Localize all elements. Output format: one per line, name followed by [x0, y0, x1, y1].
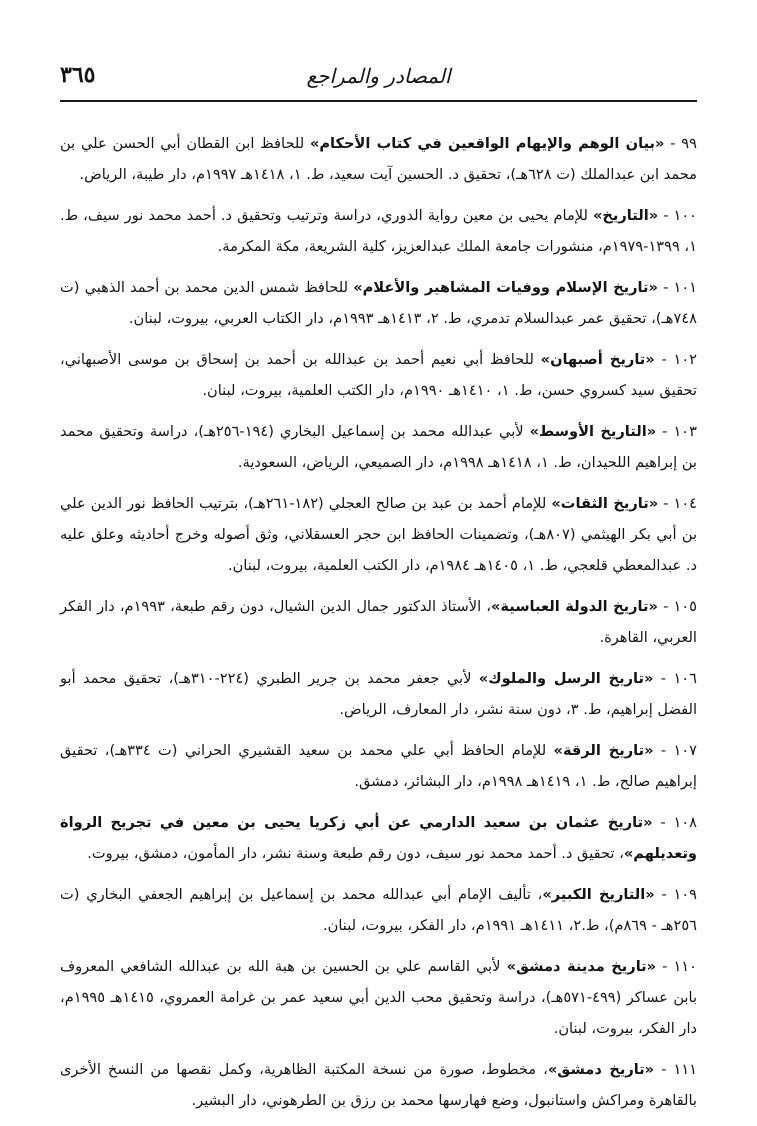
entry-number: ١٠٣	[673, 423, 697, 440]
entry-details: ، الأستاذ الدكتور جمال الدين الشيال، دون رقم طبعة، ١٩٩٣م، دار الفكر العربي، القاهرة.	[60, 598, 697, 646]
entry-details: لأبي القاسم علي بن الحسين بن هبة الله بن عبدالله الشافعي المعروف بابن عساكر (٤٩٩-٥٧١هـ)، دراسة وتحقيق محب الدين أبي سعيد عمر بن غرامة العمروي، ١٤١٥هـ ١٩٩٥م، دار الفكر، بيروت، لبنان.	[60, 958, 698, 1037]
entry-details: ، تأليف الإمام أبي عبدالله محمد بن إسماعيل بن إبراهيم الجعفي البخاري (ت ٢٥٦هـ - ٨٦٩م)، ط.٢، ١٤١١هـ ١٩٩١م، دار الفكر، بيروت، لبنان.	[60, 886, 697, 934]
entry-title: «تاريخ الدولة العباسية»	[490, 598, 658, 615]
running-title: المصادر والمراجع	[306, 64, 451, 88]
entry-title: «تاريخ الإسلام ووفيات المشاهير والأعلام»	[353, 279, 658, 296]
bibliography-entry: ١٠٠ - «التاريخ» للإمام يحيى بن معين رواية الدوري، دراسة وترتيب وتحقيق د. أحمد محمد نور سيف، ط. ١، ١٣٩٩-١٩٧٩م، منشورات جامعة الملك عبدالعزيز، كلية الشريعة، مكة المكرمة.	[60, 207, 698, 255]
entry-details: للإمام أحمد بن عبد بن صالح العجلي (١٨٢-٢٦١هـ)، بترتيب الحافظ نور الدين علي بن أبي بكر الهيثمي (٨٠٧هـ)، وتضمينات الحافظ ابن حجر العسقلاني، وثق أصوله وخرج أحاديثه وعلق عليه د. عبدالمعطي قلعجي، ط. ١، ١٤٠٥هـ ١٩٨٤م، دار الكتب العلمية، بيروت، لبنان.	[60, 495, 698, 574]
entry-details: للإمام الحافظ أبي علي محمد بن سعيد القشيري الحراني (ت ٣٣٤هـ)، تحقيق إبراهيم صالح، ط. ١، ١٤١٩هـ ١٩٩٨م، دار البشائر، دمشق.	[60, 742, 697, 790]
entry-title: «التاريخ الأوسط»	[529, 423, 657, 440]
bibliography-entry: ٩٩ - «بيان الوهم والإيهام الواقعين في كتاب الأحكام» للحافظ ابن القطان أبي الحسن علي بن محمد ابن عبدالملك (ت ٦٢٨هـ)، تحقيق د. الحسين آيت سعيد، ط. ١، ١٤١٨هـ ١٩٩٧م، دار طيبة، الرياض.	[60, 135, 697, 183]
entry-details: ، تحقيق د. أحمد محمد نور سيف، دون رقم طبعة وسنة نشر، دار المأمون، دمشق، بيروت.	[87, 845, 624, 862]
bibliography-entry: ١٠٦ - «تاريخ الرسل والملوك» لأبي جعفر محمد بن جرير الطبري (٢٢٤-٣١٠هـ)، تحقيق محمد أبو الفضل إبراهيم، ط. ٣، دون سنة نشر، دار المعارف، الرياض.	[60, 670, 697, 718]
bibliography-entry: ١١٠ - «تاريخ مدينة دمشق» لأبي القاسم علي بن الحسين بن هبة الله بن عبدالله الشافعي المعروف بابن عساكر (٤٩٩-٥٧١هـ)، دراسة وتحقيق محب الدين أبي سعيد عمر بن غرامة العمروي، ١٤١٥هـ ١٩٩٥م، دار الفكر، بيروت، لبنان.	[60, 958, 698, 1037]
entry-title: «تاريخ الرسل والملوك»	[478, 670, 654, 687]
bibliography-entry: ١٠٧ - «تاريخ الرقة» للإمام الحافظ أبي علي محمد بن سعيد القشيري الحراني (ت ٣٣٤هـ)، تحقيق إبراهيم صالح، ط. ١، ١٤١٩هـ ١٩٩٨م، دار البشائر، دمشق.	[60, 742, 697, 790]
page-header	[60, 58, 697, 104]
entry-number: ١٠٩	[673, 886, 698, 903]
entry-number: ١٠٦	[673, 670, 697, 687]
entry-title: «تاريخ الثقات»	[551, 495, 659, 512]
bibliography-entry: ١٠٨ - «تاريخ عثمان بن سعيد الدارمي عن أبي زكريا يحيى بن معين في تجريح الرواة وتعديلهم»، تحقيق د. أحمد محمد نور سيف، دون رقم طبعة وسنة نشر، دار المأمون، دمشق، بيروت.	[60, 814, 697, 862]
entry-number: ١٠٢	[673, 351, 697, 368]
entry-details: للإمام يحيى بن معين رواية الدوري، دراسة وترتيب وتحقيق د. أحمد محمد نور سيف، ط. ١، ١٣٩٩-١٩٧٩م، منشورات جامعة الملك عبدالعزيز، كلية الشريعة، مكة المكرمة.	[60, 207, 697, 255]
bibliography-entry: ١٠٤ - «تاريخ الثقات» للإمام أحمد بن عبد بن صالح العجلي (١٨٢-٢٦١هـ)، بترتيب الحافظ نور الدين علي بن أبي بكر الهيثمي (٨٠٧هـ)، وتضمينات الحافظ ابن حجر العسقلاني، وثق أصوله وخرج أحاديثه وعلق عليه د. عبدالمعطي قلعجي، ط. ١، ١٤٠٥هـ ١٩٨٤م، دار الكتب العلمية، بيروت، لبنان.	[60, 495, 698, 574]
bibliography-entry: ١١١ - «تاريخ دمشق»، مخطوط، صورة من نسخة المكتبة الظاهرية، وكمل نقصها من النسخ الأخرى بالقاهرة ومراكش واستانبول، وضع فهارسها محمد بن رزق بن الطرهوني، دار البشير.	[60, 1061, 697, 1109]
page-number: ٣٦٥	[60, 62, 96, 88]
entry-number: ٩٩	[681, 135, 697, 152]
entry-title: «التاريخ»	[592, 207, 659, 224]
entry-title: «تاريخ مدينة دمشق»	[506, 958, 657, 975]
entry-number: ١١٠	[673, 958, 697, 975]
entry-title: «بيان الوهم والإيهام الواقعين في كتاب الأحكام»	[309, 135, 665, 152]
entry-details: لأبي عبدالله محمد بن إسماعيل البخاري (١٩٤-٢٥٦هـ)، دراسة وتحقيق محمد بن إبراهيم اللحيدان، ط. ١، ١٤١٨هـ ١٩٩٨م، دار الصميعي، الرياض، السعودية.	[60, 423, 697, 471]
entry-title: «التاريخ الكبير»	[542, 886, 655, 903]
entry-number: ١٠١	[673, 279, 697, 296]
entry-number: ١٠٤	[673, 495, 697, 512]
bibliography-entry: ١٠١ - «تاريخ الإسلام ووفيات المشاهير والأعلام» للحافظ شمس الدين محمد بن أحمد الذهبي (ت ٧٤٨هـ)، تحقيق عمر عبدالسلام تدمري، ط. ٢، ١٤١٣هـ ١٩٩٣م، دار الكتاب العربي، بيروت، لبنان.	[60, 279, 697, 327]
entry-details: للحافظ شمس الدين محمد بن أحمد الذهبي (ت ٧٤٨هـ)، تحقيق عمر عبدالسلام تدمري، ط. ٢، ١٤١٣هـ ١٩٩٣م، دار الكتاب العربي، بيروت، لبنان.	[60, 279, 697, 327]
entry-details: ، مخطوط، صورة من نسخة المكتبة الظاهرية، وكمل نقصها من النسخ الأخرى بالقاهرة ومراكش واستانبول، وضع فهارسها محمد بن رزق بن الطرهوني، دار البشير.	[60, 1061, 697, 1109]
entry-number: ١١١	[673, 1061, 697, 1078]
entry-details: للحافظ أبي نعيم أحمد بن عبدالله بن أحمد بن إسحاق بن موسى الأصبهاني، تحقيق سيد كسروي حسن، ط. ١، ١٤١٠هـ ١٩٩٠م، دار الكتب العلمية، بيروت، لبنان.	[60, 351, 697, 399]
entry-details: لأبي جعفر محمد بن جرير الطبري (٢٢٤-٣١٠هـ)، تحقيق محمد أبو الفضل إبراهيم، ط. ٣، دون سنة نشر، دار المعارف، الرياض.	[60, 670, 697, 718]
entry-title: «تاريخ أصبهان»	[540, 351, 655, 368]
header-rule	[60, 100, 697, 102]
entry-title: «تاريخ عثمان بن سعيد الدارمي عن أبي زكريا يحيى بن معين في تجريح الرواة وتعديلهم»	[60, 814, 697, 862]
entry-title: «تاريخ دمشق»	[547, 1061, 655, 1078]
entry-details: للحافظ ابن القطان أبي الحسن علي بن محمد ابن عبدالملك (ت ٦٢٨هـ)، تحقيق د. الحسين آيت سعيد، ط. ١، ١٤١٨هـ ١٩٩٧م، دار طيبة، الرياض.	[60, 135, 697, 183]
bibliography-entry: ١٠٩ - «التاريخ الكبير»، تأليف الإمام أبي عبدالله محمد بن إسماعيل بن إبراهيم الجعفي البخاري (ت ٢٥٦هـ - ٨٦٩م)، ط.٢، ١٤١١هـ ١٩٩١م، دار الفكر، بيروت، لبنان.	[60, 886, 698, 934]
entry-number: ١٠٥	[673, 598, 697, 615]
entry-number: ١٠٠	[673, 207, 698, 224]
bibliography-list	[60, 128, 697, 1126]
entry-title: «تاريخ الرقة»	[553, 742, 654, 759]
entry-number: ١٠٨	[673, 814, 697, 831]
entry-number: ١٠٧	[673, 742, 697, 759]
bibliography-entry: ١٠٢ - «تاريخ أصبهان» للحافظ أبي نعيم أحمد بن عبدالله بن أحمد بن إسحاق بن موسى الأصبهاني، تحقيق سيد كسروي حسن، ط. ١، ١٤١٠هـ ١٩٩٠م، دار الكتب العلمية، بيروت، لبنان.	[60, 351, 697, 399]
bibliography-entry: ١٠٣ - «التاريخ الأوسط» لأبي عبدالله محمد بن إسماعيل البخاري (١٩٤-٢٥٦هـ)، دراسة وتحقيق محمد بن إبراهيم اللحيدان، ط. ١، ١٤١٨هـ ١٩٩٨م، دار الصميعي، الرياض، السعودية.	[60, 423, 697, 471]
bibliography-entry: ١٠٥ - «تاريخ الدولة العباسية»، الأستاذ الدكتور جمال الدين الشيال، دون رقم طبعة، ١٩٩٣م، دار الفكر العربي، القاهرة.	[60, 598, 697, 646]
